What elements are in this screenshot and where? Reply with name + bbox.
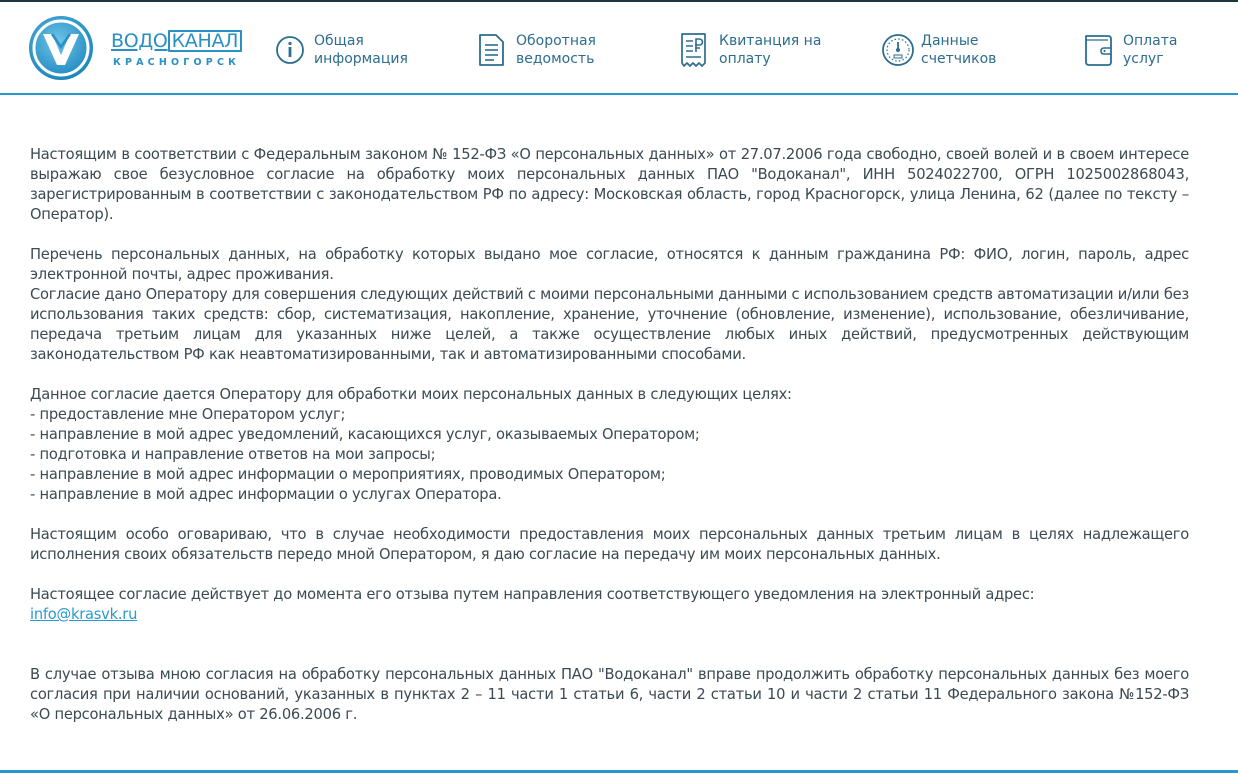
consent-text [30,145,1189,725]
footer-divider [0,770,1238,773]
paragraph-revocation: В случае отзыва мною согласия на обработку персональных данных ПАО "Водоканал" вправе продолжить обработку персональных данных без моего согласия при наличии оснований, указанных в пунктах 2 – 11 части 1 статьи 6, части 2 статьи 10 и части 2 статьи 11 Федерального закона №152-ФЗ «О персональных данных» от 26.06.2006 г. [30,666,1189,723]
vodokanal-logo-icon[interactable] [28,15,94,81]
wallet-icon [1083,32,1117,68]
nav-label-line2: счетчиков [921,51,997,67]
header [0,2,1238,95]
nav-label-line2: информация [314,51,408,67]
brand-city: КРАСНОГОРСК [113,57,241,68]
paragraph-actions: Согласие дано Оператору для совершения следующих действий с моими персональными данными с использованием средств автоматизации и/или без использования таких средств: сбор, систематизация, накопление, хранение, уточнение (обновление, изменение), использование, обезличивание, передача третьим лицам для указанных ниже целей, а также осуществление любых иных действий, предусмотренных действующим законодательством РФ как неавтоматизированными, так и автоматизированными способами. [30,286,1189,363]
nav-label [719,32,869,68]
paragraph-third-parties: Настоящим особо оговариваю, что в случае необходимости предоставления моих персональных данных третьим лицам в целях надлежащего исполнения своих обязательств передо мной Оператором, я даю согласие на передачу им моих персональных данных. [30,526,1189,563]
purpose-item: - подготовка и направление ответов на мои запросы; [30,446,436,463]
nav-label-line1: Оплата [1123,33,1178,49]
nav-label-line2: услуг [1123,51,1164,67]
nav-label-line1: Общая [314,33,364,49]
meter-gauge-icon [881,32,915,68]
purpose-item: - направление в мой адрес информации о услугах Оператора. [30,486,502,503]
nav-label [314,32,464,68]
nav-label [1123,32,1238,68]
document-icon [476,32,510,68]
info-icon [274,32,308,68]
brand-name [111,30,242,52]
nav-label [921,32,1071,68]
paragraph-purposes-intro: Данное согласие дается Оператору для обработки моих персональных данных в следующих целях: [30,386,792,403]
nav-label-line1: Данные [921,33,979,49]
nav-label-line1: Квитанция на [719,33,822,49]
nav-label-line2: ведомость [516,51,595,67]
paragraph-validity: Настоящее согласие действует до момента его отзыва путем направления соответствующего уведомления на электронный адрес: [30,586,1035,603]
nav-label [516,32,666,68]
paragraph-data-list: Перечень персональных данных, на обработку которых выдано мое согласие, относятся к данным гражданина РФ: ФИО, логин, пароль, адрес электронной почты, адрес проживания. [30,246,1189,283]
purpose-item: - предоставление мне Оператором услуг; [30,406,346,423]
brand-wordmark[interactable] [111,30,243,70]
paragraph-intro: Настоящим в соответствии с Федеральным законом № 152-ФЗ «О персональных данных» от 27.07.2006 года свободно, своей волей и в своем интересе выражаю свое безусловное согласие на обработку моих персональных данных ПАО "Водоканал", ИНН 5024022700, ОГРН 1025002868043, зарегистрированным в соответствии с законодательством РФ по адресу: Московская область, город Красногорск, улица Ленина, 62 (далее по тексту – Оператор). [30,146,1189,223]
email-link[interactable]: info@krasvk.ru [30,606,138,623]
purpose-item: - направление в мой адрес информации о мероприятиях, проводимых Оператором; [30,466,666,483]
brand-name-part2: КАНАЛ [168,30,243,52]
brand-name-part1: ВОДО [111,30,168,52]
nav-label-line1: Оборотная [516,33,596,49]
receipt-ruble-icon [679,32,713,68]
nav-label-line2: оплату [719,51,771,67]
purpose-item: - направление в мой адрес уведомлений, касающихся услуг, оказываемых Оператором; [30,426,700,443]
